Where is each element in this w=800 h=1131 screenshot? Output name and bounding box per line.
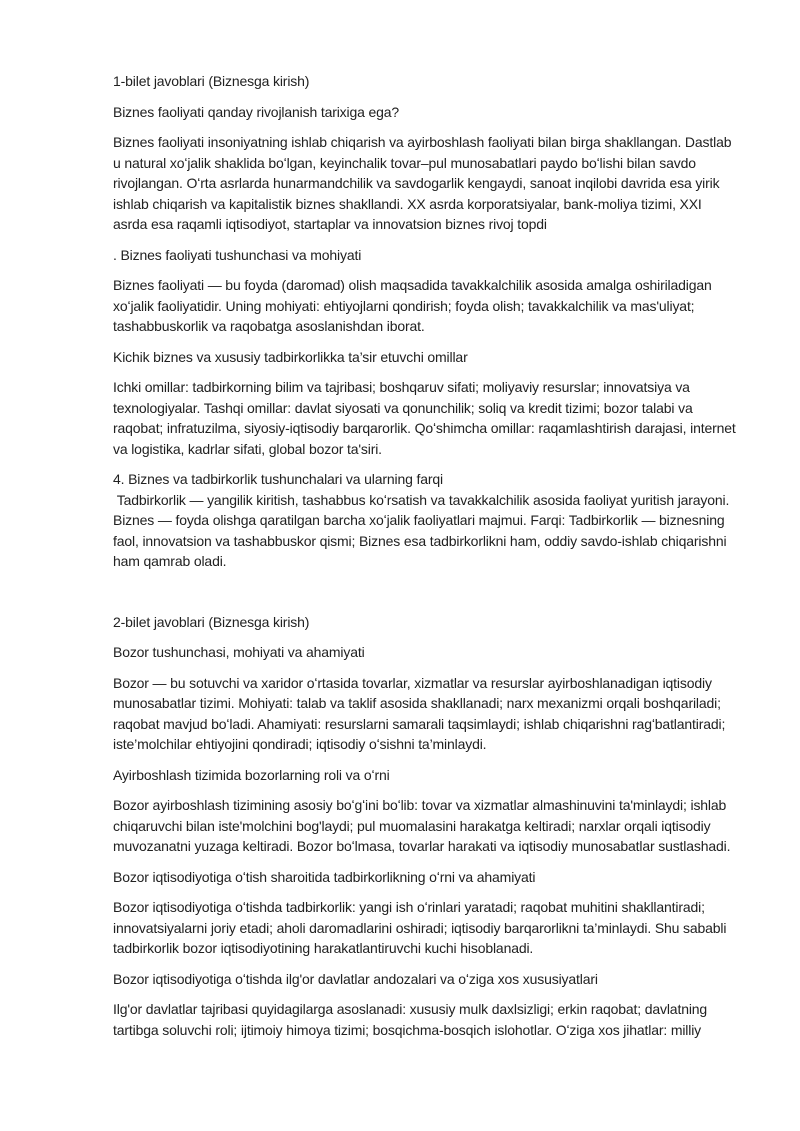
bilet1-q1-answer: Biznes faoliyati insoniyatning ishlab chiqarish va ayirboshlash faoliyati bilan birga shakllangan. Dastlab u natural xoʻjalik shaklida boʻlgan, keyinchalik tovar–pul munosabatlari paydo boʻlishi bilan savdo rivojlangan. Oʻrta asrlarda hunarmandchilik va savdogarlik kengaydi, sanoat inqilobi davrida esa yirik ishlab chiqarish va kapitalistik biznes shakllandi. XX asrda korporatsiyalar, bank-moliya tizimi, XXI asrda esa raqamli iqtisodiyot, startaplar va innovatsion biznes rivoj topdi	[113, 134, 736, 232]
bilet2-q1-answer: Bozor — bu sotuvchi va xaridor oʻrtasida tovarlar, xizmatlar va resurslar ayirboshlanadigan iqtisodiy munosabatlar tizimi. Mohiyati: talab va taklif asosida shakllanadi; narx mexanizmi orqali boshqariladi; raqobat mavjud boʻladi. Ahamiyati: resurslarni samarali taqsimlaydi; ishlab chiqarishni ragʻbatlantiradi; iste’molchilar ehtiyojini qondiradi; iqtisodiy oʻsishni ta’minlaydi.	[113, 674, 729, 752]
bilet1-q3-heading: Kichik biznes va xususiy tadbirkorlikka ta’sir etuvchi omillar	[113, 348, 468, 365]
bilet2-q3-answer: Bozor iqtisodiyotiga oʻtishda tadbirkorlik: yangi ish oʻrinlari yaratadi; raqobat muhitini shakllantiradi; innovatsiyalarni joriy etadi; aholi daromadlarini oshiradi; iqtisodiy barqarorlikni ta’minlaydi. Shu sababli tadbirkorlik bozor iqtisodiyotining harakatlantiruvchi kuchi hisoblanadi.	[113, 899, 731, 956]
empty-paragraph	[113, 582, 738, 612]
bilet1-q3-answer: Ichki omillar: tadbirkorning bilim va tajribasi; boshqaruv sifati; moliyaviy resurslar; innovatsiya va texnologiyalar. Tashqi omillar: davlat siyosati va qonunchilik; soliq va kredit tizimi; bozor talabi va raqobat; infratuzilma, siyosiy-iqtisodiy barqarorlik. Qoʻshimcha omillar: raqamlashtirish darajasi, internet va logistika, kadrlar sifati, global bozor ta'siri.	[113, 379, 740, 457]
bilet2-q1-heading: Bozor tushunchasi, mohiyati va ahamiyati	[113, 644, 365, 660]
bilet2-q2-answer: Bozor ayirboshlash tizimining asosiy boʻgʻini boʻlib: tovar va xizmatlar almashinuvini ta'minlaydi; ishlab chiqaruvchi bilan iste'molchini bog'laydi; pul muomalasini harakatga keltiradi; narxlar orqali iqtisodiy muvozanatni yuzaga keltiradi. Bozor boʻlmasa, tovarlar harakati va iqtisodiy munosabatlar sustlashadi.	[113, 797, 731, 854]
bilet1-q2-heading: . Biznes faoliyati tushunchasi va mohiyati	[113, 246, 362, 263]
bilet2-q2-heading: Ayirboshlash tizimida bozorlarning roli va oʻrni	[113, 766, 390, 783]
document-body	[113, 71, 738, 1040]
bilet2-q3-heading: Bozor iqtisodiyotiga oʻtish sharoitida tadbirkorlikning oʻrni va ahamiyati	[113, 868, 536, 885]
bilet1-q4-answer: Tadbirkorlik — yangilik kiritish, tashabbus koʻrsatish va tavakkalchilik asosida faoliyat yuritish jarayoni. Biznes — foyda olishga qaratilgan barcha xoʻjalik faoliyatlari majmui. Farqi: Tadbirkorlik — biznesning faol, innovatsion va tashabbuskor qismi; Biznes esa tadbirkorlikni ham, oddiy savdo-ishlab chiqarishni ham qamrab oladi.	[113, 491, 734, 569]
bilet1-title: 1-bilet javoblari (Biznesga kirish)	[113, 73, 310, 89]
bilet1-q1-heading: Biznes faoliyati qanday rivojlanish tarixiga ega?	[113, 103, 400, 120]
bilet2-title: 2-bilet javoblari (Biznesga kirish)	[113, 613, 310, 630]
bilet2-q4-answer: Ilg'or davlatlar tajribasi quyidagilarga asoslanadi: xususiy mulk daxlsizligi; erkin raqobat; davlatning tartibga soluvchi roli; ijtimoiy himoya tizimi; bosqichma-bosqich islohotlar. Oʻziga xos jihatlar: milliy	[113, 1001, 711, 1038]
bilet2-q4-heading: Bozor iqtisodiyotiga oʻtishda ilg'or davlatlar andozalari va oʻziga xos xususiyatlari	[113, 970, 598, 987]
bilet1-q2-answer: Biznes faoliyati — bu foyda (daromad) olish maqsadida tavakkalchilik asosida amalga oshiriladigan xoʻjalik faoliyatidir. Uning mohiyati: ehtiyojlarni qondirish; foyda olish; tavakkalchilik va mas'uliyat; tashabbuskorlik va raqobatga asoslanishdan iborat.	[113, 277, 716, 334]
bilet1-q4-heading: 4. Biznes va tadbirkorlik tushunchalari va ularning farqi	[113, 471, 443, 487]
